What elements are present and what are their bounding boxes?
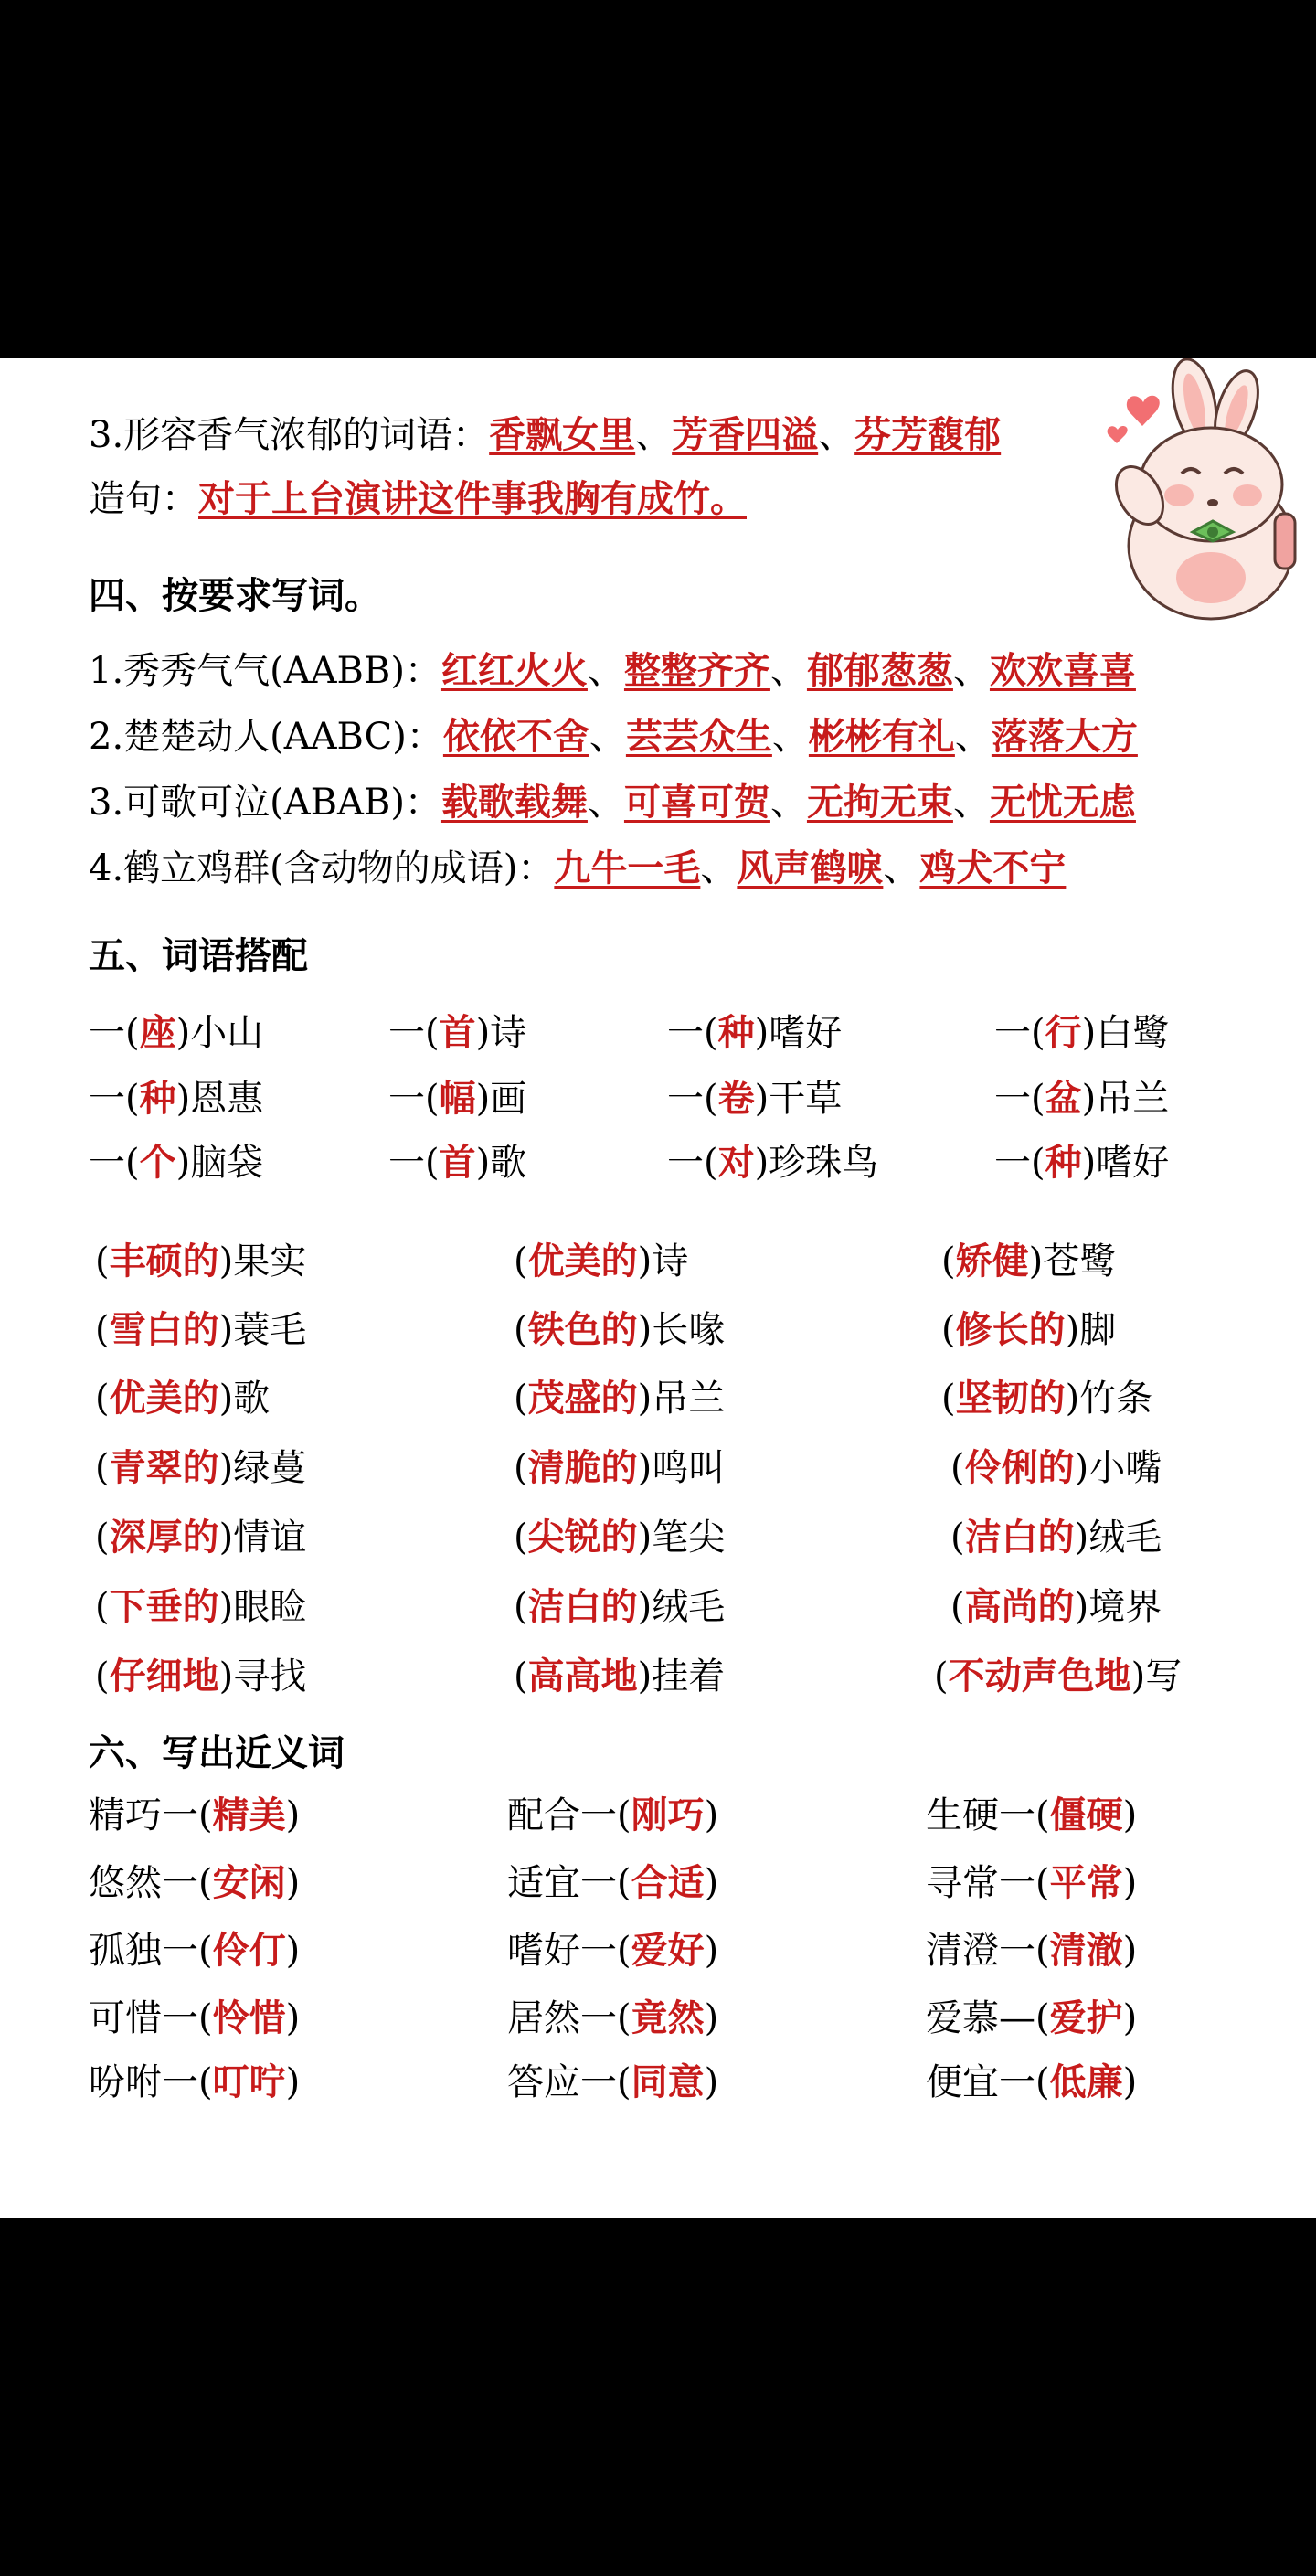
- synonym-item: 吩咐一(叮咛): [89, 2061, 301, 2103]
- synonym-answer: 叮咛: [212, 2061, 286, 2103]
- measure-answer: 种: [139, 1078, 176, 1120]
- separator: 、: [769, 650, 807, 692]
- modifier-word: 挂着: [652, 1655, 726, 1698]
- measure-word: 脑袋: [190, 1142, 264, 1184]
- modifier-answer: 修长的: [955, 1309, 1066, 1351]
- measure-answer: 卷: [717, 1078, 755, 1120]
- modifier-item: (洁白的)绒毛: [950, 1517, 1162, 1559]
- synonym-word: 可惜一(: [89, 1997, 213, 2039]
- separator: 、: [952, 650, 990, 692]
- separator: 、: [952, 782, 990, 824]
- modifier-word: 绒毛: [1088, 1517, 1162, 1559]
- measure-word: 嗜好: [1096, 1142, 1170, 1184]
- modifier-item: (下垂的)眼睑: [95, 1586, 307, 1628]
- synonym-item: 精巧一(精美): [89, 1794, 301, 1836]
- s4-answer: 风声鹤唳: [737, 847, 884, 889]
- synonym-word: 适宜一(: [507, 1862, 631, 1904]
- separator: 、: [700, 847, 738, 889]
- synonym-word: 爱慕—(: [926, 1997, 1050, 2039]
- synonym-item: 清澄一(清澈): [926, 1930, 1138, 1972]
- synonym-answer: 爱好: [631, 1930, 705, 1972]
- modifier-item: (丰硕的)果实: [95, 1240, 307, 1283]
- modifier-word: 笔尖: [652, 1517, 726, 1559]
- modifier-answer: 下垂的: [109, 1586, 219, 1628]
- synonym-word: 精巧一(: [89, 1794, 213, 1836]
- synonym-word: 寻常一(: [926, 1862, 1050, 1904]
- modifier-word: 境界: [1088, 1586, 1162, 1628]
- modifier-word: 寻找: [233, 1655, 307, 1698]
- measure-item: 一(幅)画: [388, 1078, 527, 1120]
- measure-item: 一(种)恩惠: [89, 1078, 264, 1120]
- measure-word: 小山: [190, 1012, 264, 1054]
- modifier-answer: 洁白的: [527, 1586, 638, 1628]
- s4-label: 2.楚楚动人(AABC)：: [89, 716, 443, 758]
- modifier-item: (修长的)脚: [941, 1309, 1117, 1351]
- separator: 、: [771, 716, 809, 758]
- measure-item: 一(行)白鹭: [994, 1012, 1170, 1054]
- synonym-item: 悠然一(安闲): [89, 1862, 301, 1904]
- synonym-word: 孤独一(: [89, 1930, 213, 1972]
- modifier-answer: 伶俐的: [964, 1447, 1075, 1489]
- synonym-word: 清澄一(: [926, 1930, 1050, 1972]
- modifier-item: (优美的)歌: [95, 1378, 271, 1420]
- s4-answer: 整整齐齐: [623, 650, 770, 692]
- synonym-item: 生硬一(僵硬): [926, 1794, 1138, 1836]
- modifier-word: 写: [1145, 1655, 1183, 1698]
- measure-item: 一(座)小山: [89, 1012, 264, 1054]
- separator: 、: [818, 414, 855, 456]
- modifier-word: 诗: [652, 1240, 689, 1283]
- modifier-item: (仔细地)寻找: [95, 1655, 307, 1698]
- s4-answer: 无拘无束: [806, 782, 953, 824]
- s4-answer: 载歌载舞: [440, 782, 588, 824]
- synonym-answer: 僵硬: [1049, 1794, 1123, 1836]
- measure-word: 珍珠鸟: [769, 1142, 879, 1184]
- measure-item: 一(首)诗: [388, 1012, 527, 1054]
- modifier-word: 脚: [1079, 1309, 1117, 1351]
- measure-word: 干草: [769, 1078, 843, 1120]
- modifier-answer: 优美的: [109, 1378, 219, 1420]
- synonym-item: 嗜好一(爱好): [507, 1930, 719, 1972]
- sentence-label: 造句：: [89, 478, 198, 520]
- q3-answer: 芳香四溢: [672, 414, 819, 456]
- synonym-item: 寻常一(平常): [926, 1862, 1138, 1904]
- modifier-item: (铁色的)长喙: [514, 1309, 726, 1351]
- modifier-word: 鸣叫: [652, 1447, 726, 1489]
- modifier-answer: 青翠的: [109, 1447, 219, 1489]
- modifier-item: (尖锐的)笔尖: [514, 1517, 726, 1559]
- measure-answer: 个: [139, 1142, 176, 1184]
- worksheet-page: [0, 358, 1316, 2218]
- s4-row: [89, 843, 1066, 894]
- modifier-answer: 铁色的: [527, 1309, 638, 1351]
- synonym-item: 答应一(同意): [507, 2061, 719, 2103]
- synonym-word: 吩咐一(: [89, 2061, 213, 2103]
- modifier-item: (坚韧的)竹条: [941, 1378, 1153, 1420]
- q3-answer: 香飘女里: [489, 414, 636, 456]
- separator: 、: [587, 782, 624, 824]
- q3-sentence-row: [89, 474, 747, 525]
- synonym-item: 可惜一(怜惜): [89, 1997, 301, 2039]
- synonym-item: 配合一(刚巧): [507, 1794, 719, 1836]
- s4-answer: 依依不舍: [442, 716, 589, 758]
- section-6-title: 六、写出近义词: [89, 1732, 345, 1774]
- measure-item: 一(种)嗜好: [994, 1142, 1170, 1184]
- synonym-answer: 伶仃: [212, 1930, 286, 1972]
- s4-answer: 九牛一毛: [554, 847, 701, 889]
- measure-answer: 首: [439, 1012, 476, 1054]
- synonym-answer: 平常: [1049, 1862, 1123, 1904]
- synonym-answer: 爱护: [1049, 1997, 1123, 2039]
- separator: 、: [589, 716, 626, 758]
- synonym-answer: 精美: [212, 1794, 286, 1836]
- modifier-item: (优美的)诗: [514, 1240, 689, 1283]
- modifier-word: 果实: [233, 1240, 307, 1283]
- measure-answer: 座: [139, 1012, 176, 1054]
- modifier-answer: 高高地: [527, 1655, 638, 1698]
- measure-item: 一(对)珍珠鸟: [667, 1142, 879, 1184]
- measure-answer: 首: [439, 1142, 476, 1184]
- modifier-answer: 清脆的: [527, 1447, 638, 1489]
- modifier-item: (高尚的)境界: [950, 1586, 1162, 1628]
- measure-word: 嗜好: [769, 1012, 843, 1054]
- synonym-item: 爱慕—(爱护): [926, 1997, 1138, 2039]
- synonym-word: 配合一(: [507, 1794, 631, 1836]
- q3-label: 3.形容香气浓郁的词语：: [89, 414, 490, 456]
- synonym-word: 便宜一(: [926, 2061, 1050, 2103]
- modifier-answer: 优美的: [527, 1240, 638, 1283]
- measure-word: 诗: [490, 1012, 527, 1054]
- q3-answer: 芬芳馥郁: [854, 414, 1002, 456]
- separator: 、: [587, 650, 624, 692]
- synonym-word: 生硬一(: [926, 1794, 1050, 1836]
- synonym-answer: 刚巧: [631, 1794, 705, 1836]
- modifier-answer: 深厚的: [109, 1517, 219, 1559]
- measure-word: 歌: [490, 1142, 527, 1184]
- separator: 、: [883, 847, 920, 889]
- modifier-item: (茂盛的)吊兰: [514, 1378, 726, 1420]
- modifier-answer: 不动声色地: [948, 1655, 1131, 1698]
- s4-answer: 红红火火: [440, 650, 588, 692]
- modifier-item: (高高地)挂着: [514, 1655, 726, 1698]
- measure-answer: 行: [1045, 1012, 1082, 1054]
- modifier-answer: 高尚的: [964, 1586, 1075, 1628]
- modifier-item: (不动声色地)写: [934, 1655, 1183, 1698]
- measure-answer: 对: [717, 1142, 755, 1184]
- synonym-item: 适宜一(合适): [507, 1862, 719, 1904]
- separator: 、: [635, 414, 673, 456]
- measure-answer: 幅: [439, 1078, 476, 1120]
- synonym-answer: 低廉: [1049, 2061, 1123, 2103]
- modifier-word: 苍鹭: [1043, 1240, 1117, 1283]
- s4-answer: 无忧无虑: [989, 782, 1136, 824]
- section-4-title: 四、按要求写词。: [89, 575, 381, 617]
- synonym-word: 答应一(: [507, 2061, 631, 2103]
- s4-row: [89, 711, 1138, 762]
- s4-answer: 郁郁葱葱: [806, 650, 953, 692]
- synonym-answer: 合适: [631, 1862, 705, 1904]
- modifier-word: 情谊: [233, 1517, 307, 1559]
- measure-item: 一(盆)吊兰: [994, 1078, 1170, 1120]
- synonym-answer: 竟然: [631, 1997, 705, 2039]
- s4-answer: 落落大方: [991, 716, 1138, 758]
- synonym-item: 居然一(竟然): [507, 1997, 719, 2039]
- s4-row: [89, 645, 1136, 697]
- measure-answer: 种: [1045, 1142, 1082, 1184]
- modifier-item: (清脆的)鸣叫: [514, 1447, 726, 1489]
- measure-word: 恩惠: [190, 1078, 264, 1120]
- modifier-word: 绒毛: [652, 1586, 726, 1628]
- modifier-answer: 矫健: [955, 1240, 1029, 1283]
- synonym-answer: 同意: [631, 2061, 705, 2103]
- modifier-answer: 雪白的: [109, 1309, 219, 1351]
- modifier-word: 蓑毛: [233, 1309, 307, 1351]
- modifier-word: 歌: [233, 1378, 271, 1420]
- measure-word: 吊兰: [1096, 1078, 1170, 1120]
- modifier-answer: 坚韧的: [955, 1378, 1066, 1420]
- modifier-word: 绿蔓: [233, 1447, 307, 1489]
- measure-answer: 盆: [1045, 1078, 1082, 1120]
- synonym-answer: 安闲: [212, 1862, 286, 1904]
- s4-answer: 鸡犬不宁: [919, 847, 1067, 889]
- modifier-word: 吊兰: [652, 1378, 726, 1420]
- modifier-item: (洁白的)绒毛: [514, 1586, 726, 1628]
- modifier-answer: 仔细地: [109, 1655, 219, 1698]
- measure-item: 一(首)歌: [388, 1142, 527, 1184]
- s4-row: [89, 777, 1136, 828]
- modifier-word: 长喙: [652, 1309, 726, 1351]
- synonym-item: 便宜一(低廉): [926, 2061, 1138, 2103]
- sentence-answer: 对于上台演讲这件事我胸有成竹。: [198, 478, 747, 520]
- s4-answer: 可喜可贺: [623, 782, 770, 824]
- modifier-answer: 洁白的: [964, 1517, 1075, 1559]
- separator: 、: [769, 782, 807, 824]
- modifier-answer: 丰硕的: [109, 1240, 219, 1283]
- s4-answer: 彬彬有礼: [808, 716, 955, 758]
- measure-word: 画: [490, 1078, 527, 1120]
- modifier-item: (雪白的)蓑毛: [95, 1309, 307, 1351]
- modifier-answer: 尖锐的: [527, 1517, 638, 1559]
- synonym-answer: 清澈: [1049, 1930, 1123, 1972]
- rabbit-sticker-icon: [1092, 358, 1316, 623]
- q3-row: [89, 410, 1001, 461]
- synonym-word: 嗜好一(: [507, 1930, 631, 1972]
- s4-label: 3.可歌可泣(ABAB)：: [89, 782, 441, 824]
- section-5-title: 五、词语搭配: [89, 935, 308, 977]
- modifier-answer: 茂盛的: [527, 1378, 638, 1420]
- modifier-item: (深厚的)情谊: [95, 1517, 307, 1559]
- modifier-item: (伶俐的)小嘴: [950, 1447, 1162, 1489]
- synonym-word: 居然一(: [507, 1997, 631, 2039]
- s4-label: 1.秀秀气气(AABB)：: [89, 650, 441, 692]
- synonym-word: 悠然一(: [89, 1862, 213, 1904]
- modifier-item: (青翠的)绿蔓: [95, 1447, 307, 1489]
- separator: 、: [954, 716, 992, 758]
- modifier-item: (矫健)苍鹭: [941, 1240, 1117, 1283]
- measure-item: 一(种)嗜好: [667, 1012, 843, 1054]
- measure-answer: 种: [717, 1012, 755, 1054]
- modifier-word: 眼睑: [233, 1586, 307, 1628]
- modifier-word: 小嘴: [1088, 1447, 1162, 1489]
- s4-answer: 欢欢喜喜: [989, 650, 1136, 692]
- synonym-item: 孤独一(伶仃): [89, 1930, 301, 1972]
- measure-item: 一(卷)干草: [667, 1078, 843, 1120]
- s4-label: 4.鹤立鸡群(含动物的成语)：: [89, 847, 555, 889]
- s4-answer: 芸芸众生: [625, 716, 772, 758]
- synonym-answer: 怜惜: [212, 1997, 286, 2039]
- modifier-word: 竹条: [1079, 1378, 1153, 1420]
- measure-word: 白鹭: [1096, 1012, 1170, 1054]
- measure-item: 一(个)脑袋: [89, 1142, 264, 1184]
